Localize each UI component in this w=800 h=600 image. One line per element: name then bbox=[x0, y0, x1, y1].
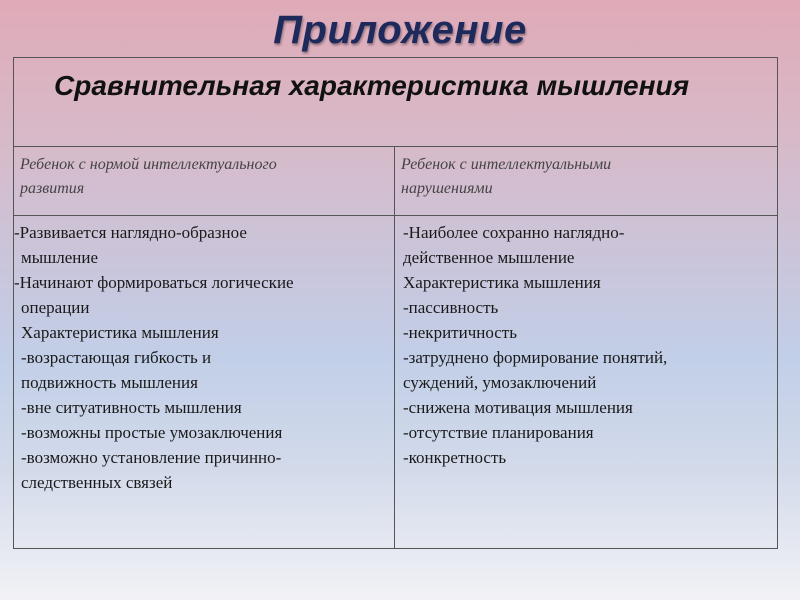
cell-normal-characteristics bbox=[14, 216, 395, 548]
list-item: подвижность мышления bbox=[21, 373, 198, 392]
list-item: -отсутствие планирования bbox=[403, 423, 594, 442]
list-item: -возрастающая гибкость и bbox=[21, 348, 212, 367]
list-item: действенное мышление bbox=[403, 248, 575, 267]
list-item: -Развивается наглядно-образное bbox=[14, 223, 247, 242]
column-header-impaired-line-2: нарушениями bbox=[401, 180, 493, 197]
list-item: -пассивность bbox=[403, 298, 499, 317]
column-header-normal bbox=[14, 147, 395, 216]
comparison-table bbox=[13, 57, 778, 549]
table-main-header-row bbox=[14, 58, 777, 147]
list-item: Характеристика мышления bbox=[21, 323, 219, 342]
column-header-impaired bbox=[395, 147, 777, 216]
list-item: операции bbox=[21, 298, 90, 317]
column-header-normal-line-2: развития bbox=[20, 180, 85, 197]
list-item: -вне ситуативность мышления bbox=[21, 398, 242, 417]
page-title: Приложение bbox=[273, 8, 527, 52]
list-item: -некритичность bbox=[403, 323, 517, 342]
list-item: -возможно установление причинно- bbox=[21, 448, 282, 467]
list-item: -конкретность bbox=[403, 448, 507, 467]
list-item: -Наиболее сохранно наглядно- bbox=[403, 223, 625, 242]
column-header-impaired-line-1: Ребенок с интеллектуальными bbox=[401, 156, 612, 173]
list-item: мышление bbox=[21, 248, 99, 267]
list-item: следственных связей bbox=[21, 473, 173, 492]
list-item: -возможны простые умозаключения bbox=[21, 423, 283, 442]
list-item: -Начинают формироваться логические bbox=[14, 273, 294, 292]
column-header-normal-line-1: Ребенок с нормой интеллектуального bbox=[20, 156, 277, 173]
list-item: -затруднено формирование понятий, bbox=[403, 348, 668, 367]
table-main-header: Сравнительная характеристика мышления bbox=[54, 70, 690, 101]
list-item: -снижена мотивация мышления bbox=[403, 398, 633, 417]
list-item: суждений, умозаключений bbox=[403, 373, 597, 392]
cell-impaired-characteristics bbox=[395, 216, 777, 548]
list-item: Характеристика мышления bbox=[403, 273, 601, 292]
